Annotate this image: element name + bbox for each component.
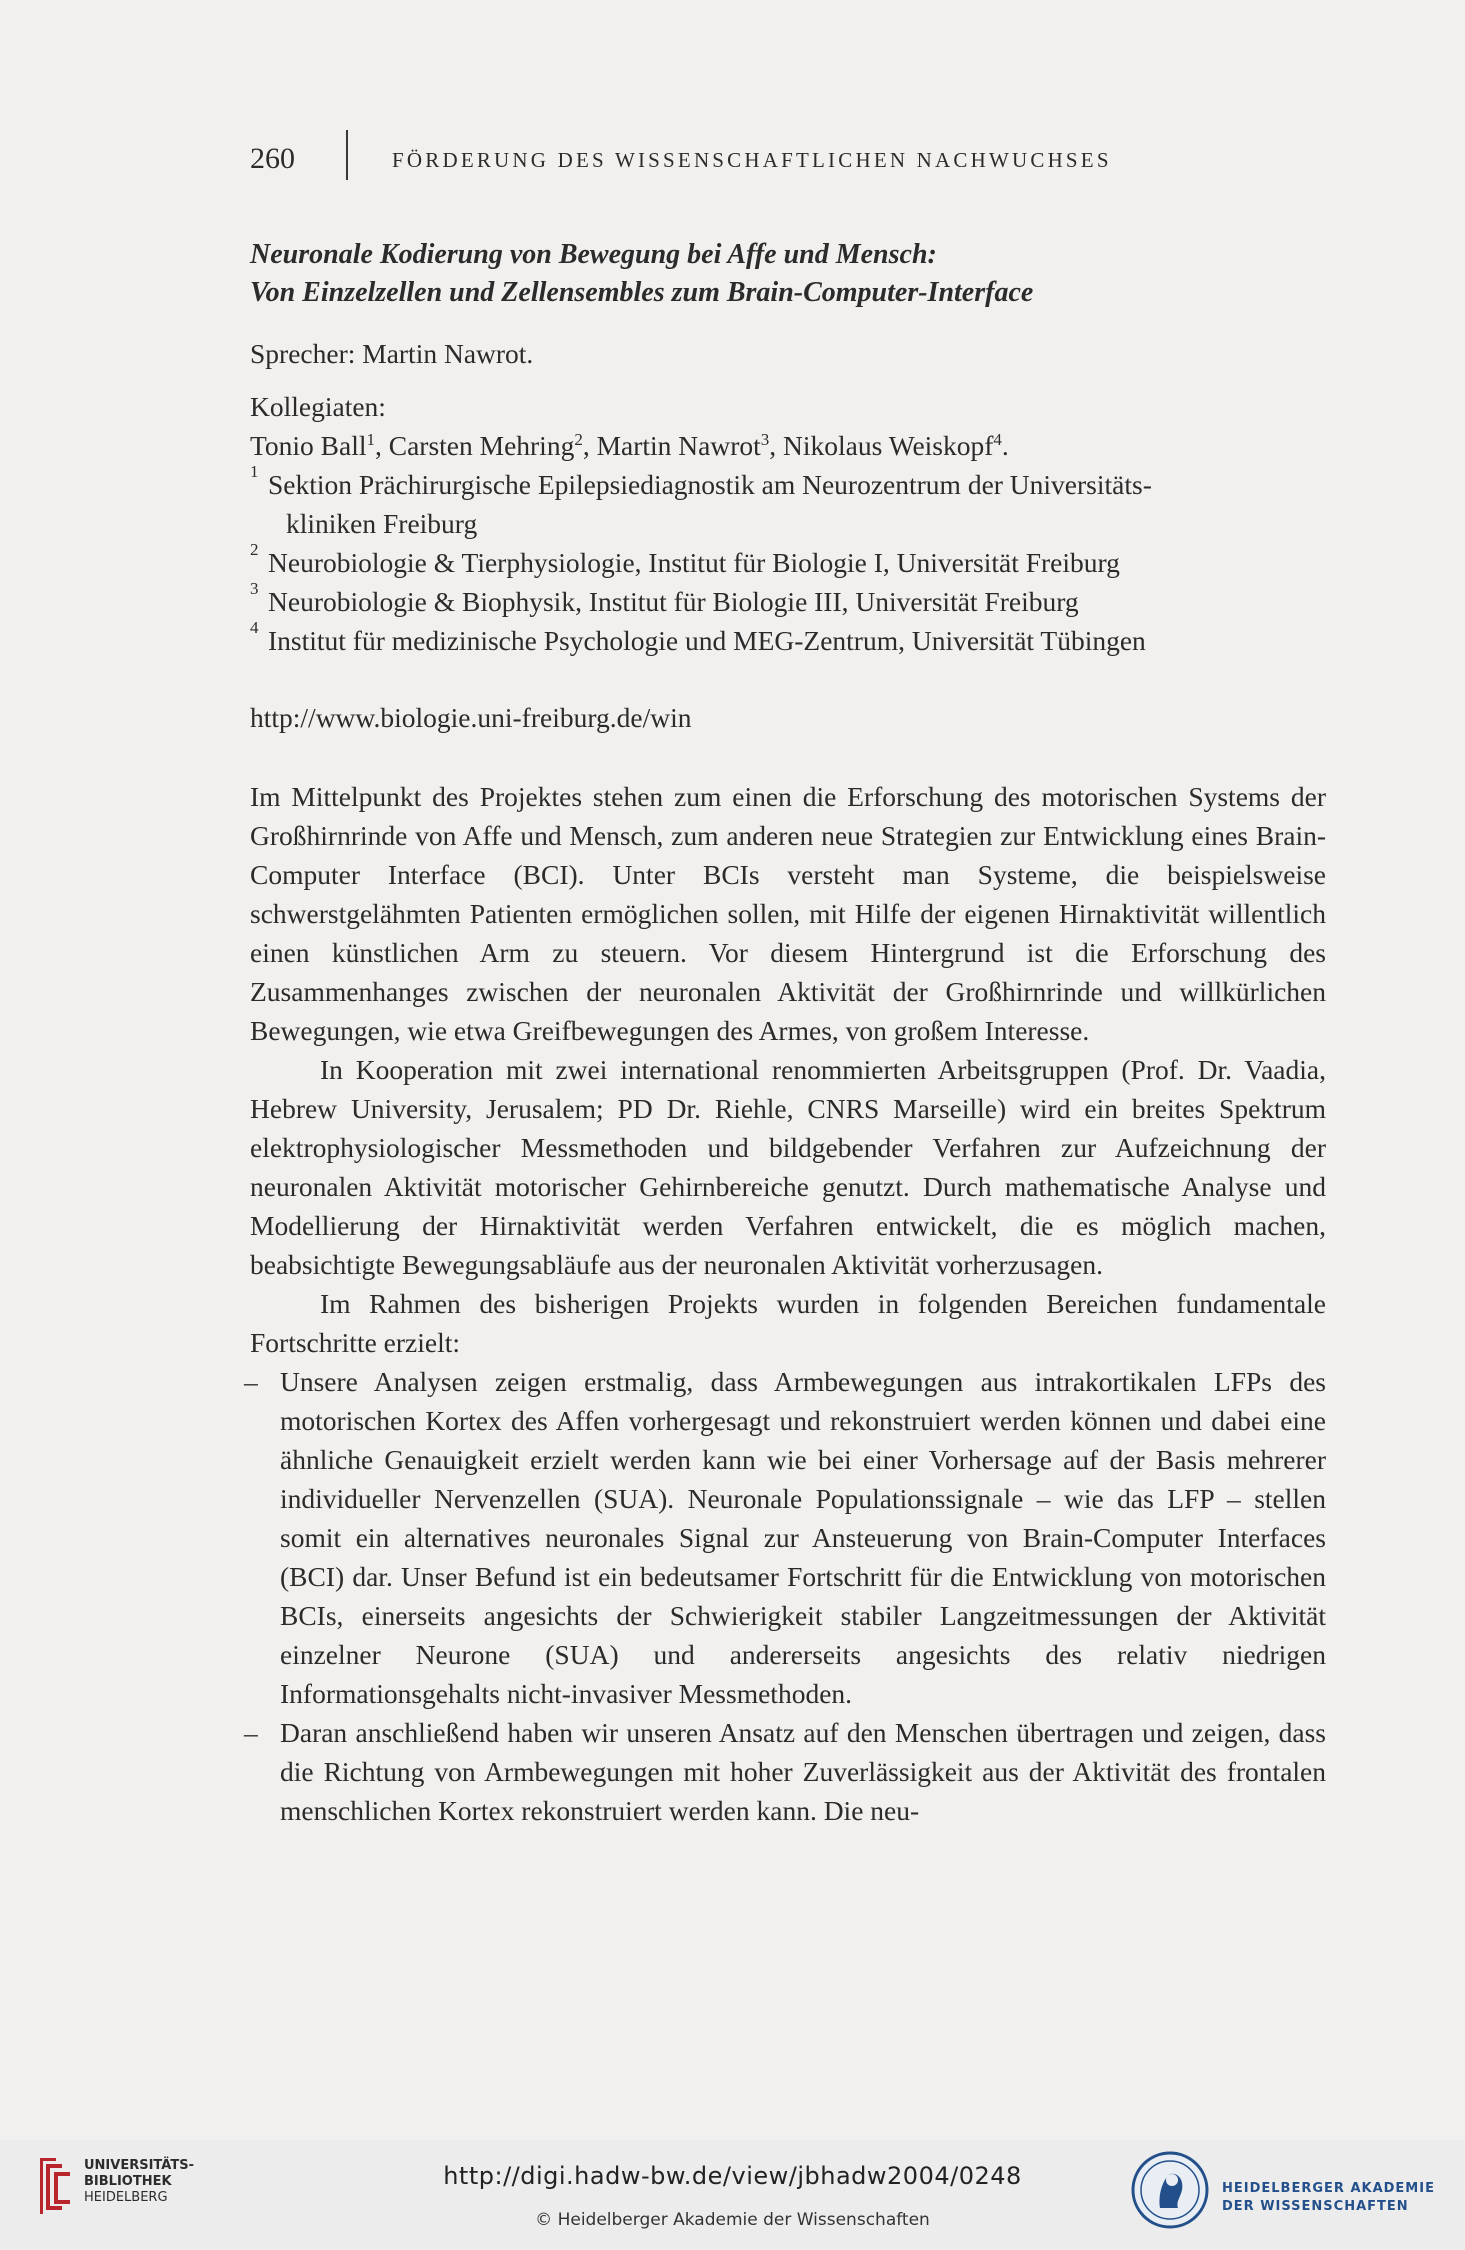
affiliation-text: Sektion Prächirurgische Epilepsiediagnostik am Neurozentrum der Universitäts-: [268, 469, 1152, 500]
member-sep: .: [1001, 430, 1009, 461]
member-sep: ,: [769, 430, 784, 461]
member-sup: 4: [993, 429, 1002, 449]
member-sep: ,: [374, 430, 389, 461]
member-name: Martin Nawrot: [596, 430, 761, 461]
paragraph-intro: Im Mittelpunkt des Projektes stehen zum einen die Erforschung des motorischen Systems der Großhirnrinde von Affe und Mensch, zum anderen neue Strategien zur Entwicklung eines Brain-Computer Interface (BCI). Unter BCIs versteht man Systeme, die beispielsweise schwerstgelähmten Patienten ermöglichen sollen, mit Hilfe der eigenen Hirnaktivität willentlich einen künstlichen Arm zu steuern. Vor diesem Hintergrund ist die Erforschung des Zusammenhanges zwischen der neuronalen Aktivität der Großhirnrinde und willkürlichen Bewegungen, wie etwa Greifbewegungen des Armes, von großem Interesse.: [250, 781, 1326, 1046]
affiliation-4: [250, 618, 1326, 660]
article-body: [244, 236, 1326, 1830]
affiliation-text: Neurobiologie & Tierphysiologie, Institut für Biologie I, Universität Freiburg: [268, 547, 1120, 578]
affiliation-text: Institut für medizinische Psychologie und MEG-Zentrum, Universität Tübingen: [268, 625, 1146, 656]
affiliation-number: 3: [250, 579, 259, 598]
viewer-footer: [0, 2140, 1465, 2250]
header-rule: [346, 130, 348, 180]
member-name: Nikolaus Weiskopf: [783, 430, 994, 461]
member-sep: ,: [582, 430, 597, 461]
affiliation-2: [250, 540, 1326, 582]
academy-line: HEIDELBERGER AKADEMIE: [1222, 2181, 1435, 2196]
affiliation-text: Neurobiologie & Biophysik, Institut für Biologie III, Universität Freiburg: [268, 586, 1079, 617]
bullet-text: Daran anschließend haben wir unseren Ansatz auf den Menschen übertragen und zeigen, dass die Richtung von Armbewegungen mit hoher Zuverlässigkeit aus der Aktivität des frontalen menschlichen Kortex rekonstruiert werden kann. Die neu-: [280, 1717, 1326, 1826]
bullet-dash: –: [244, 1366, 258, 1397]
member-sup: 3: [760, 429, 770, 449]
footer-copyright: © Heidelberger Akademie der Wissenschaften: [535, 2210, 930, 2230]
library-line: HEIDELBERG: [84, 2190, 168, 2205]
bullet-dash: –: [244, 1717, 258, 1748]
member-sup: 2: [574, 429, 583, 449]
paragraph-cooperation: In Kooperation mit zwei international renommierten Arbeitsgruppen (Prof. Dr. Vaadia, Hebrew University, Jerusalem; PD Dr. Riehle, CNRS Marseille) wird ein breites Spektrum elektrophysiologischer Messmethoden und bildgebender Verfahren zur Aufzeichnung der neuronalen Aktivität motorischer Gehirnbereiche genutzt. Durch mathematische Analyse und Modellierung der Hirnaktivität werden Verfahren entwickelt, die es möglich machen, beabsichtigte Bewegungsabläufe aus der neuronalen Aktivität vorherzusagen.: [250, 1054, 1326, 1280]
bullet-item-1: [244, 1362, 1326, 1713]
paragraph-progress: Im Rahmen des bisherigen Projekts wurden in folgenden Bereichen fundamentale Fortschritte erzielt:: [250, 1288, 1326, 1358]
library-line: BIBLIOTHEK: [84, 2174, 172, 2189]
kollegiaten-label: Kollegiaten:: [250, 391, 386, 422]
affiliation-1: [250, 462, 1326, 543]
member-list: [250, 426, 1326, 465]
member-sup: 1: [366, 429, 375, 449]
academy-name: [1222, 2180, 1435, 2216]
affiliation-number: 2: [250, 540, 259, 559]
academy-line: DER WISSENSCHAFTEN: [1222, 2199, 1409, 2214]
running-header: [250, 142, 1250, 182]
footer-url-link[interactable]: http://digi.hadw-bw.de/view/jbhadw2004/0248: [443, 2162, 1022, 2190]
title-line-1: Neuronale Kodierung von Bewegung bei Affe und Mensch:: [250, 239, 937, 270]
affiliation-3: [250, 579, 1326, 621]
title-line-2: Von Einzelzellen und Zellensembles zum Brain-Computer-Interface: [250, 277, 1034, 308]
running-title: FÖRDERUNG DES WISSENSCHAFTLICHEN NACHWUCHSES: [392, 148, 1112, 172]
project-title: [250, 236, 1326, 312]
affiliation-number: 1: [250, 462, 259, 481]
affiliation-number: 4: [250, 618, 259, 637]
project-url[interactable]: http://www.biologie.uni-freiburg.de/win: [250, 702, 692, 733]
academy-seal-icon: [1130, 2150, 1210, 2230]
member-name: Carsten Mehring: [388, 430, 575, 461]
affiliation-text-cont: kliniken Freiburg: [286, 508, 478, 539]
speaker: Sprecher: Martin Nawrot.: [250, 338, 534, 369]
bullet-text: Unsere Analysen zeigen erstmalig, dass Armbewegungen aus intrakortikalen LFPs des motorischen Kortex des Affen vorhergesagt und rekonstruiert werden können und dabei eine ähnliche Genauigkeit erzielt werden kann wie bei einer Vorhersage auf der Basis mehrerer individueller Nervenzellen (SUA). Neuronale Populationssignale – wie das LFP – stellen somit ein alternatives neuronales Signal zur Ansteuerung von Brain-Computer Interfaces (BCI) dar. Unser Befund ist ein bedeutsamer Fortschritt für die Entwicklung von motorischen BCIs, einerseits angesichts der Schwierigkeit stabiler Langzeitmessungen der Aktivität einzelner Neurone (SUA) und andererseits angesichts des relativ niedrigen Informationsgehalts nicht-invasiver Messmethoden.: [280, 1366, 1326, 1709]
bullet-item-2: [244, 1713, 1326, 1830]
member-name: Tonio Ball: [250, 430, 367, 461]
page-number: 260: [250, 142, 295, 175]
library-line: UNIVERSITÄTS-: [84, 2158, 194, 2173]
